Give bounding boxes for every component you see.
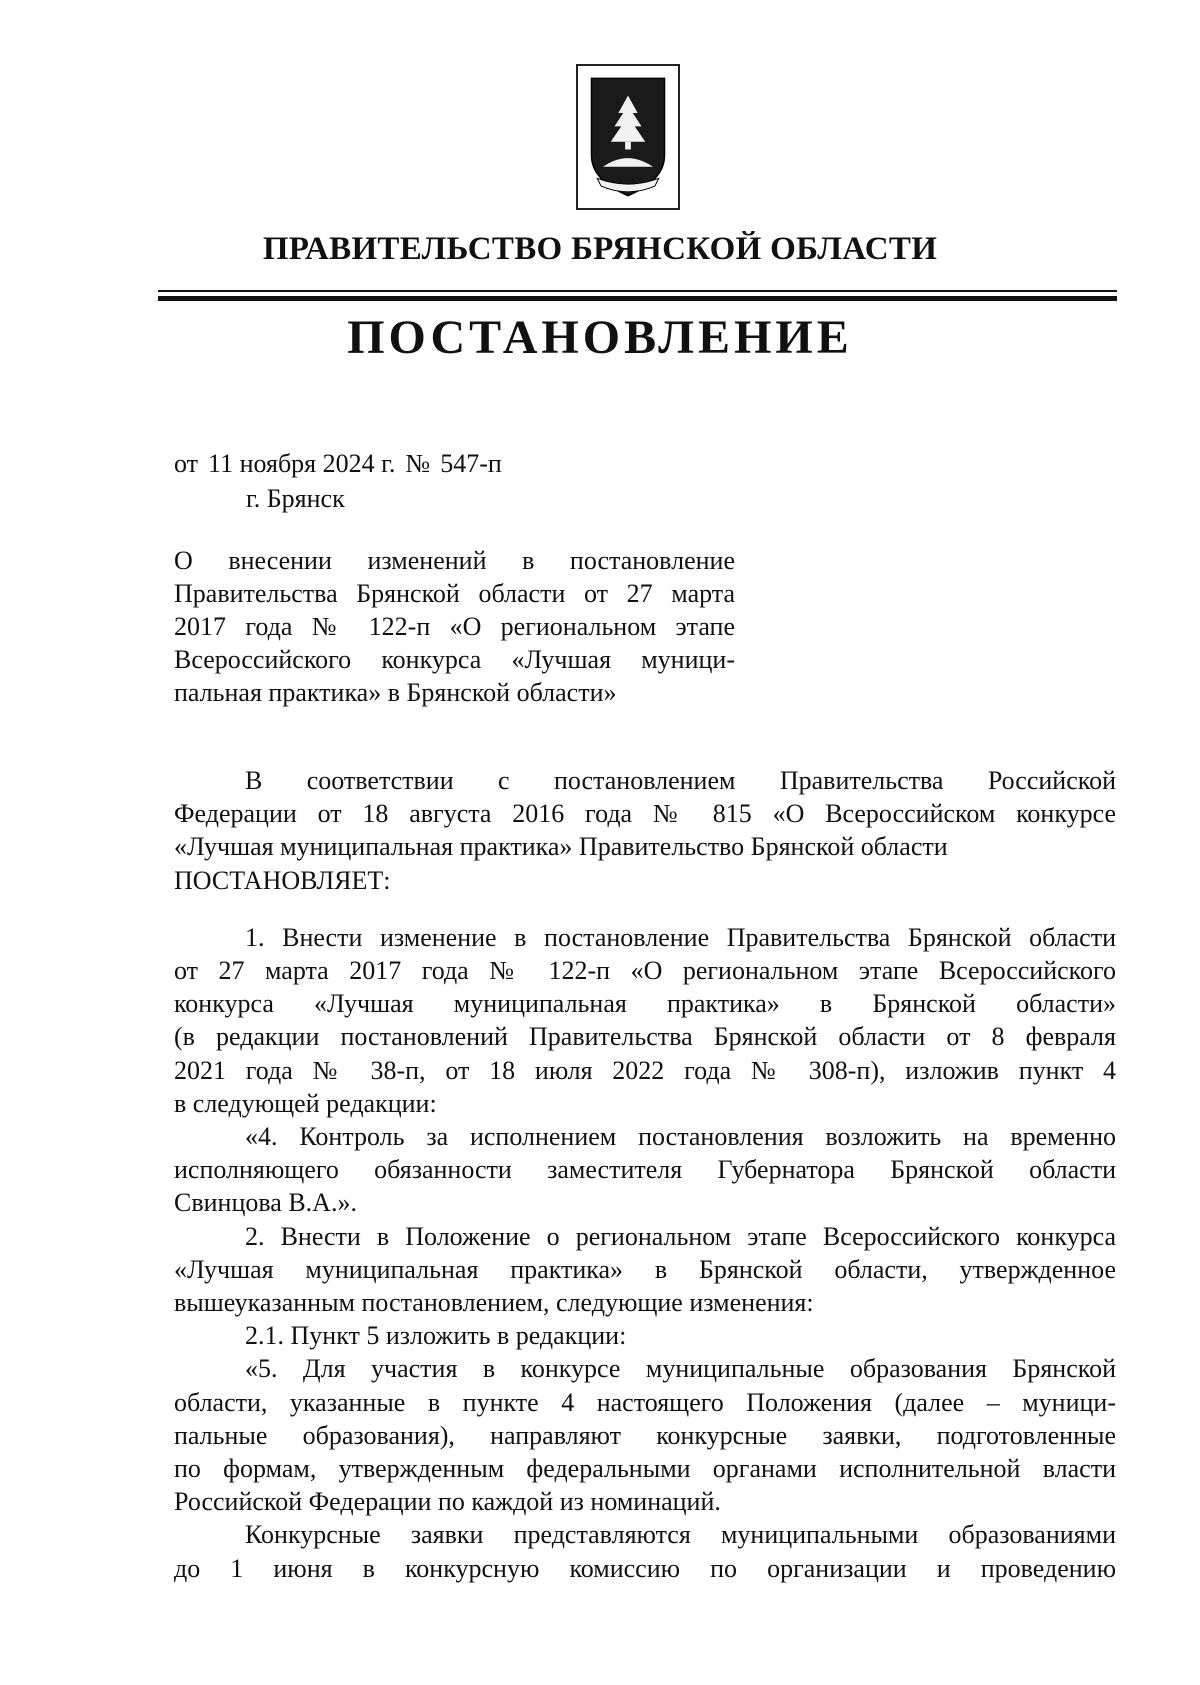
paragraph-line: до 1 июня в конкурсную комиссию по организации и проведению (174, 1553, 1116, 1583)
subject-line: 2017 года № 122-п «О региональном этапе (174, 612, 735, 641)
subject-line: Всероссийского конкурса «Лучшая муници- (174, 645, 735, 674)
item-2-1-quote-line: пальные образования), направляют конкурсные заявки, подготовленные (174, 1420, 1116, 1450)
item-1-line: 1. Внести изменение в постановление Правительства Брянской области (245, 922, 1116, 952)
paragraph-gap (174, 897, 1116, 921)
document-date: 11 ноября 2024 г. (208, 449, 396, 478)
item-1-line: 2021 года № 38-п, от 18 июля 2022 года № 308-п), изложив пункт 4 (174, 1055, 1116, 1085)
document-body (174, 764, 1116, 1585)
decree-word: ПОСТАНОВЛЯЕТ: (174, 865, 391, 895)
item-2-1-quote-line: по формам, утвержденным федеральными органами исполнительной власти (174, 1454, 1116, 1484)
header-rule-thin (158, 290, 1117, 292)
date-line (174, 449, 512, 479)
organization-name: ПРАВИТЕЛЬСТВО БРЯНСКОЙ ОБЛАСТИ (262, 231, 938, 267)
document-city: г. Брянск (246, 484, 345, 513)
preamble-line: Федерации от 18 августа 2016 года № 815 «О Всероссийском конкурсе (174, 799, 1116, 829)
document-type: ПОСТАНОВЛЕНИЕ (347, 311, 853, 364)
coat-of-arms-icon (576, 64, 680, 210)
item-2-1-quote-line: «5. Для участия в конкурсе муниципальные образования Брянской (245, 1354, 1116, 1384)
number-sign: № (405, 449, 431, 478)
item-2-line: «Лучшая муниципальная практика» в Брянской области, утвержденное (174, 1254, 1116, 1284)
item-1-line: в следующей редакции: (174, 1088, 437, 1118)
date-prefix: от (174, 449, 199, 478)
subject-line: О внесении изменений в постановление (174, 546, 735, 575)
item-1-quote-line: Свинцова В.А.». (174, 1188, 357, 1218)
item-1-quote-line: «4. Контроль за исполнением постановления возложить на временно (245, 1122, 1116, 1152)
item-2-1-quote-line: области, указанные в пункте 4 настоящего Положения (далее – муници- (174, 1387, 1116, 1417)
preamble-line: «Лучшая муниципальная практика» Правительство Брянской области (174, 832, 948, 862)
header-rule-thick (158, 296, 1117, 301)
item-1-quote-line: исполняющего обязанности заместителя Губернатора Брянской области (174, 1155, 1116, 1185)
document-subject (174, 544, 735, 709)
subject-line: Правительства Брянской области от 27 марта (174, 579, 735, 608)
item-1-line: конкурса «Лучшая муниципальная практика» в Брянской области» (174, 989, 1116, 1019)
item-1-line: от 27 марта 2017 года № 122-п «О региональном этапе Всероссийского (174, 956, 1116, 986)
item-2-line: вышеуказанным постановлением, следующие изменения: (174, 1288, 814, 1318)
subject-line: пальная практика» в Брянской области» (174, 678, 617, 707)
document-number: 547-п (440, 449, 502, 478)
item-2-1-line: 2.1. Пункт 5 изложить в редакции: (245, 1321, 627, 1351)
item-2-1-quote-line: Российской Федерации по каждой из номинаций. (174, 1487, 721, 1517)
item-1-line: (в редакции постановлений Правительства Брянской области от 8 февраля (174, 1022, 1116, 1052)
paragraph-line: Конкурсные заявки представляются муниципальными образованиями (245, 1520, 1116, 1550)
preamble-line: В соответствии с постановлением Правительства Российской (245, 766, 1116, 795)
item-2-line: 2. Внести в Положение о региональном этапе Всероссийского конкурса (245, 1221, 1116, 1251)
